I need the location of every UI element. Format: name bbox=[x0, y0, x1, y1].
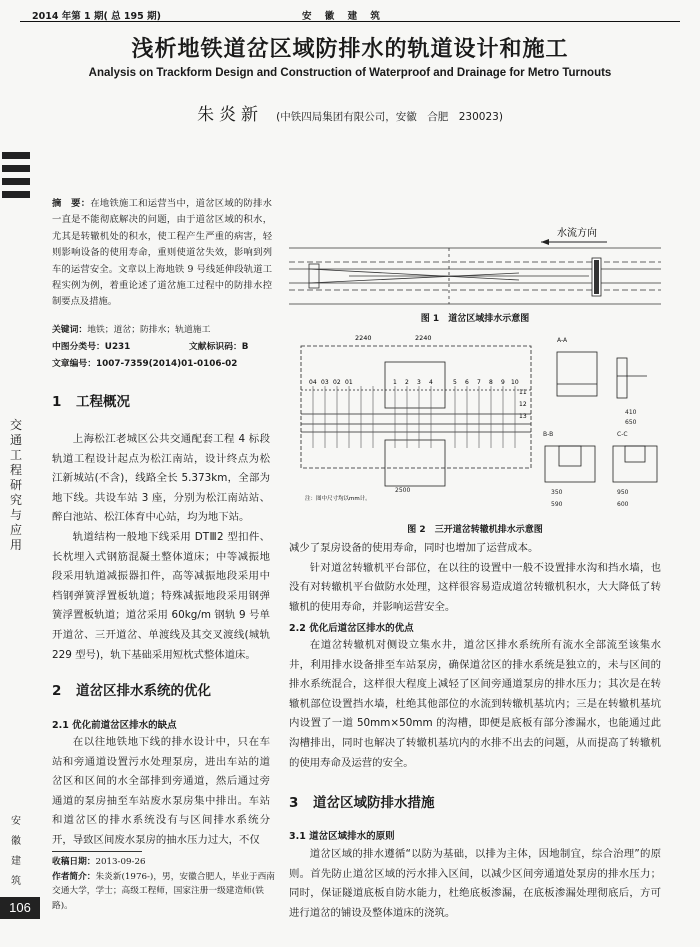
classification-line: 中图分类号：U231 文献标识码：B bbox=[52, 342, 249, 352]
journal-name: 安 徽 建 筑 bbox=[302, 11, 385, 22]
subsection-2-1-body: 在以往地铁地下线的排水设计中，只在车站和旁通道设置污水处理泵房，进出车站的道岔区和区间的水全部排到旁通道，然后通过旁通道的泵房抽至车站废水泵房集中排出。车站和道岔区的排水系统没有与区间排水系统分开，导致区间废水泵房的抽水压力过大，不仅 bbox=[52, 736, 270, 846]
column-2-body-top: 减少了泵房设备的使用寿命，同时也增加了运营成本。 针对道岔转辙机平台部位，在以往的设置中一般不设置排水沟和挡水墙，也没有对转辙机平台做防水处理，这样很容易造成道岔转辙机积水，大大降低了转辙机的使用寿命，并影响运营安全。 bbox=[289, 542, 661, 613]
paragraph: 上海松江老城区公共交通配套工程 4 标段轨道工程设计起点为松江南站，设计终点为松江新城站(不含)，线路全长 5.373km，全部为地下线。共设车站 3 座，分别为松江南站站、醉白池站、松江体育中心站，均为地下站。 bbox=[52, 433, 270, 524]
abstract bbox=[52, 196, 272, 311]
affiliation: (中铁四局集团有限公司，安徽 合肥 230023) bbox=[276, 111, 503, 123]
svg-text:7: 7 bbox=[477, 379, 481, 386]
keywords: 关键词：地铁；道岔；防排水；轨道施工 bbox=[52, 325, 211, 335]
svg-text:2240: 2240 bbox=[355, 334, 372, 342]
svg-text:350: 350 bbox=[551, 489, 563, 496]
section-3-heading: 3 道岔区域防排水措施 bbox=[289, 795, 435, 811]
figure-1-drainage-diagram bbox=[289, 222, 661, 310]
svg-text:11: 11 bbox=[519, 389, 527, 396]
svg-text:8: 8 bbox=[489, 379, 493, 386]
figure-2-caption: 图 2 三开道岔转辙机排水示意图 bbox=[407, 525, 543, 535]
svg-text:2240: 2240 bbox=[415, 334, 432, 342]
footnote-rule bbox=[52, 851, 142, 852]
issue-label: 2014 年第 1 期( 总 195 期) bbox=[32, 11, 161, 22]
running-header bbox=[20, 6, 680, 22]
side-journal-label: 安 徽 建 筑 bbox=[11, 816, 21, 887]
section-1-body bbox=[52, 430, 270, 665]
svg-text:6: 6 bbox=[465, 379, 469, 386]
article-number: 文章编号：1007-7359(2014)01-0106-02 bbox=[52, 359, 238, 369]
author-line bbox=[0, 100, 700, 125]
svg-text:4: 4 bbox=[429, 379, 433, 386]
figure-2-switch-machine-diagram bbox=[295, 328, 665, 520]
side-column-label: 交 通 工 程 研 究 与 应 用 bbox=[9, 418, 22, 552]
svg-text:600: 600 bbox=[617, 501, 629, 508]
svg-text:10: 10 bbox=[511, 379, 519, 386]
svg-text:A-A: A-A bbox=[557, 337, 568, 344]
svg-text:590: 590 bbox=[551, 501, 563, 508]
svg-text:B-B: B-B bbox=[543, 431, 554, 438]
svg-text:1: 1 bbox=[393, 379, 397, 386]
svg-text:04: 04 bbox=[309, 379, 317, 386]
svg-text:9: 9 bbox=[501, 379, 505, 386]
author-name: 朱炎新 bbox=[197, 105, 264, 125]
svg-text:3: 3 bbox=[417, 379, 421, 386]
svg-text:03: 03 bbox=[321, 379, 329, 386]
svg-text:650: 650 bbox=[625, 419, 637, 426]
paragraph: 轨道结构一般地下线采用 DTⅢ2 型扣件、长枕埋入式钢筋混凝土整体道床；中等减振地段采用轨道减振器扣件，高等减振地段采用中档钢弹簧浮置板轨道；特殊减振地段采用钢弹簧浮置板轨道；道岔采用 60kg/m 钢轨 9 号单开道岔、三开道岔、单渡线及其交叉渡线(城轨 229 型号)，轨下基础采用短枕式整体道床。 bbox=[52, 530, 270, 661]
subsection-2-2-heading: 2.2 优化后道岔区排水的优点 bbox=[289, 623, 414, 634]
svg-text:13: 13 bbox=[519, 413, 527, 420]
title-english: Analysis on Trackform Design and Construction of Waterproof and Drainage for Metro Turnouts bbox=[88, 67, 612, 79]
svg-text:2500: 2500 bbox=[395, 487, 411, 494]
header-rule bbox=[20, 21, 680, 22]
page-number: 106 bbox=[0, 897, 40, 919]
svg-text:C-C: C-C bbox=[617, 431, 628, 438]
svg-text:950: 950 bbox=[617, 489, 629, 496]
title-chinese: 浅析地铁道岔区域防排水的轨道设计和施工 bbox=[131, 37, 569, 62]
svg-text:12: 12 bbox=[519, 401, 527, 408]
svg-text:5: 5 bbox=[453, 379, 457, 386]
section-1-heading: 1 工程概况 bbox=[52, 394, 130, 410]
figure-1-caption: 图 1 道岔区域排水示意图 bbox=[420, 314, 530, 324]
svg-text:01: 01 bbox=[345, 379, 353, 386]
flow-direction-label: 水流方向 bbox=[557, 228, 597, 239]
svg-text:02: 02 bbox=[333, 379, 341, 386]
subsection-2-2-body: 在道岔转辙机对侧设立集水井，道岔区排水系统所有流水全部流至该集水井，利用排水设备排至车站泵房，确保道岔区的排水系统是独立的，未与区间的排水系统混合，这样很大程度上减轻了区间旁通道泵房的排水压力；其次是在转辙机部位设置挡水墙，杜绝其他部位的水流到转辙机基坑内；三是在转辙机基坑内设置了一道 50mm×50mm 的沟槽，即便是底板有部分渗漏水，也能通过此沟槽排出，同时也解决了转辙机基坑内的水排不出去的问题，从而提高了转辙机的使用寿命及运营的安全。 bbox=[289, 639, 661, 769]
section-marker-icon bbox=[2, 152, 30, 212]
footnote: 收稿日期：2013-09-26 作者简介：朱炎新(1976-)，男，安徽合肥人，毕业于西南交通大学，学士；高级工程师，国家注册一级建造师(铁路)。 bbox=[52, 857, 275, 911]
subsection-3-1-heading: 3.1 道岔区域排水的原则 bbox=[289, 831, 395, 842]
svg-text:注：图中尺寸均以mm计。: 注：图中尺寸均以mm计。 bbox=[305, 496, 371, 502]
svg-text:2: 2 bbox=[405, 379, 409, 386]
abstract-text: 在地铁施工和运营当中，道岔区域的防排水一直是不能彻底解决的问题，由于道岔区域的积水，尤其是转辙机处的积水，使工程产生严重的病害，轻则影响设备的使用寿命，重则使道岔失效，影响到列车的运营安全。文章以上海地铁 9 号线延伸段轨道工程实例为例，着重论述了道岔施工过程中的防排水控制要点及措施。 bbox=[52, 198, 272, 308]
section-2-heading: 2 道岔区排水系统的优化 bbox=[52, 683, 211, 699]
subsection-2-1-heading: 2.1 优化前道岔区排水的缺点 bbox=[52, 720, 177, 731]
svg-text:410: 410 bbox=[625, 409, 637, 416]
subsection-3-1-body: 道岔区域的排水遵循“以防为基础，以排为主体，因地制宜，综合治理”的原则。首先防止道岔区域的污水排入区间，以减少区间旁通道处泵房的排水压力；同时，保证隧道底板自防水能力，杜绝底板渗漏，在底板渗漏处理彻底后，方可进行道岔的铺设及整体道床的浇筑。 bbox=[289, 848, 661, 919]
abstract-label: 摘 要： bbox=[52, 198, 91, 209]
